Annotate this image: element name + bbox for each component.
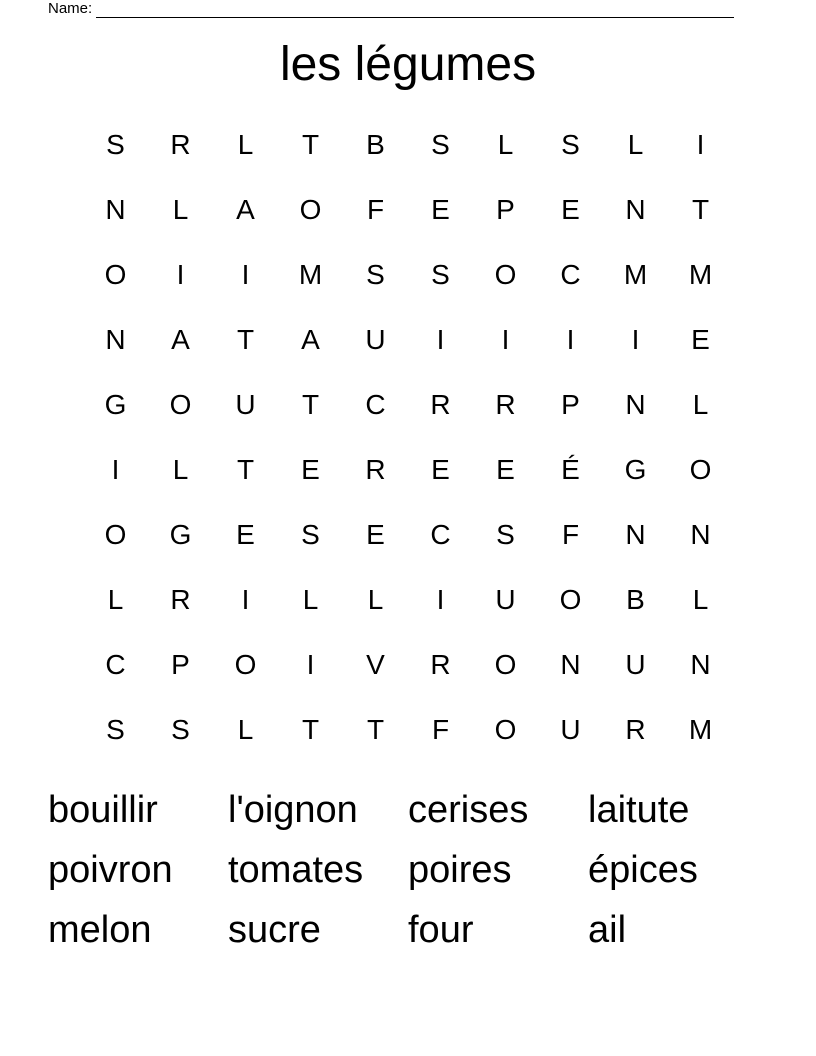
grid-cell: N (690, 518, 711, 550)
grid-cell: O (494, 648, 517, 680)
grid-cell: M (623, 258, 648, 290)
grid-cell: I (176, 258, 185, 290)
word-list-item: épices (588, 849, 698, 891)
word-search-grid (83, 112, 733, 762)
word-list-item: l'oignon (228, 789, 358, 831)
word-list-item: melon (48, 909, 152, 951)
grid-cell: A (236, 193, 255, 225)
grid-cell: P (496, 193, 515, 225)
grid-cell: S (561, 128, 580, 160)
word-list-item: cerises (408, 789, 529, 831)
grid-cell: P (171, 648, 190, 680)
grid-cell: L (107, 583, 124, 615)
name-field (48, 0, 734, 18)
grid-cell: I (241, 583, 250, 615)
word-list-item: poivron (48, 849, 173, 891)
grid-cell: T (691, 193, 710, 225)
grid-cell: E (496, 453, 515, 485)
grid-cell: O (234, 648, 257, 680)
grid-cell: U (625, 648, 646, 680)
grid-cell: M (688, 258, 713, 290)
grid-cell: B (366, 128, 385, 160)
grid-cell: E (561, 193, 580, 225)
word-list (48, 780, 768, 960)
grid-cell: E (431, 453, 450, 485)
grid-cell: É (561, 453, 580, 485)
grid-cell: S (431, 128, 450, 160)
grid-cell: O (169, 388, 192, 420)
grid-cell: E (431, 193, 450, 225)
name-label: Name: (48, 0, 93, 17)
grid-cell: G (104, 388, 127, 420)
word-list-item: tomates (228, 849, 364, 891)
grid-cell: T (236, 323, 255, 355)
grid-cell: L (367, 583, 384, 615)
grid-cell: L (302, 583, 319, 615)
grid-cell: O (559, 583, 582, 615)
grid-cell: C (560, 258, 581, 290)
grid-cell: O (104, 518, 127, 550)
grid-cell: B (626, 583, 645, 615)
grid-cell: R (170, 583, 191, 615)
grid-cell: C (105, 648, 126, 680)
grid-cell: S (301, 518, 320, 550)
grid-cell: I (696, 128, 705, 160)
grid-cell: S (106, 713, 125, 745)
grid-cell: F (561, 518, 580, 550)
grid-cell: E (236, 518, 255, 550)
grid-cell: C (430, 518, 451, 550)
grid-cell: L (627, 128, 644, 160)
grid-cell: V (366, 648, 385, 680)
grid-cell: S (431, 258, 450, 290)
grid-cell: G (169, 518, 192, 550)
grid-cell: E (366, 518, 385, 550)
grid-cell: I (436, 583, 445, 615)
grid-cell: O (689, 453, 712, 485)
grid-cell: L (692, 583, 709, 615)
grid-cell: I (111, 453, 120, 485)
grid-cell: T (301, 128, 320, 160)
grid-cell: I (566, 323, 575, 355)
grid-cell: I (501, 323, 510, 355)
grid-cell: I (436, 323, 445, 355)
grid-cell: I (306, 648, 315, 680)
grid-cell: F (431, 713, 450, 745)
grid-cell: M (688, 713, 713, 745)
grid-cell: U (560, 713, 581, 745)
grid-cell: U (495, 583, 516, 615)
grid-cell: U (235, 388, 256, 420)
grid-cell: N (625, 388, 646, 420)
grid-cell: N (105, 193, 126, 225)
grid-cell: T (301, 713, 320, 745)
grid-cell: R (625, 713, 646, 745)
word-list-item: poires (408, 849, 512, 891)
grid-cell: I (631, 323, 640, 355)
grid-cell: L (692, 388, 709, 420)
grid-cell: N (625, 193, 646, 225)
grid-cell: L (172, 193, 189, 225)
grid-cell: R (365, 453, 386, 485)
grid-cell: N (105, 323, 126, 355)
grid-cell: O (494, 713, 517, 745)
word-list-item: laitute (588, 789, 690, 831)
grid-cell: A (301, 323, 320, 355)
word-list-item: sucre (228, 909, 321, 951)
grid-cell: T (366, 713, 385, 745)
grid-cell: A (171, 323, 190, 355)
grid-cell: R (430, 388, 451, 420)
grid-cell: R (430, 648, 451, 680)
grid-cell: L (497, 128, 514, 160)
name-underline (96, 3, 734, 18)
grid-cell: G (624, 453, 647, 485)
grid-cell: L (172, 453, 189, 485)
grid-cell: S (366, 258, 385, 290)
grid-cell: M (298, 258, 323, 290)
grid-cell: O (299, 193, 322, 225)
grid-cell: R (495, 388, 516, 420)
grid-cell: T (301, 388, 320, 420)
word-list-item: ail (588, 909, 627, 951)
grid-cell: T (236, 453, 255, 485)
grid-cell: O (104, 258, 127, 290)
grid-cell: E (691, 323, 710, 355)
grid-cell: F (366, 193, 385, 225)
page-title: les légumes (279, 38, 537, 91)
grid-cell: E (301, 453, 320, 485)
grid-cell: N (560, 648, 581, 680)
grid-cell: S (171, 713, 190, 745)
grid-cell: U (365, 323, 386, 355)
grid-cell: O (494, 258, 517, 290)
word-list-item: four (408, 909, 474, 951)
grid-cell: S (496, 518, 515, 550)
grid-cell: P (561, 388, 580, 420)
grid-cell: N (690, 648, 711, 680)
grid-cell: R (170, 128, 191, 160)
grid-cell: S (106, 128, 125, 160)
grid-cell: I (241, 258, 250, 290)
grid-cell: C (365, 388, 386, 420)
grid-cell: L (237, 713, 254, 745)
word-list-item: bouillir (48, 789, 158, 831)
grid-cell: L (237, 128, 254, 160)
grid-cell: N (625, 518, 646, 550)
